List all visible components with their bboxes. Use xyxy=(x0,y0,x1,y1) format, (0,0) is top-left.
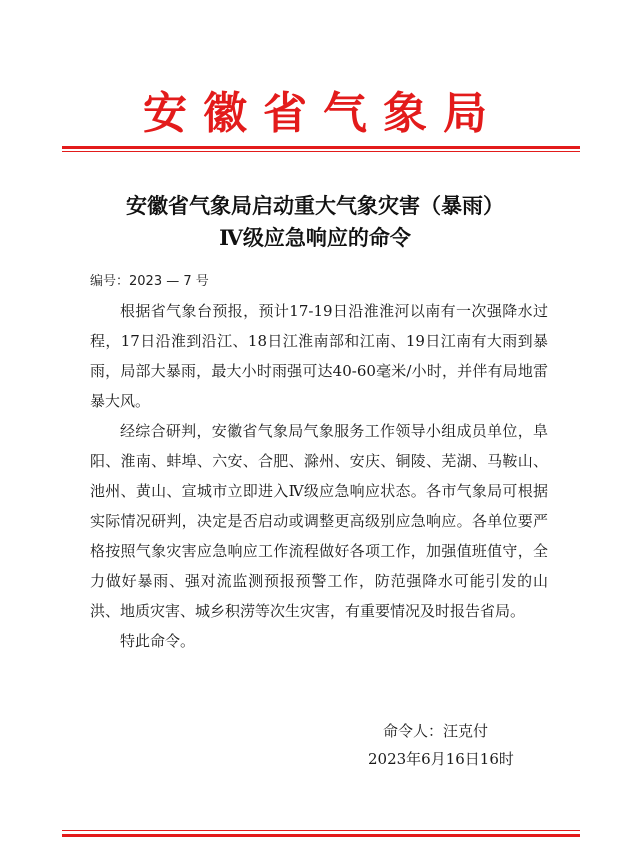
document-body xyxy=(90,296,548,656)
body-paragraph-response: 经综合研判，安徽省气象局气象服务工作领导小组成员单位，阜阳、淮南、蚌埠、六安、合肥、滁州、安庆、铜陵、芜湖、马鞍山、池州、黄山、宣城市立即进入Ⅳ级应急响应状态。各市气象局可根据实际情况研判，决定是否启动或调整更高级别应急响应。各单位要严格按照气象灾害应急响应工作流程做好各项工作，加强值班值守，全力做好暴雨、强对流监测预报预警工作，防范强降水可能引发的山洪、地质灾害、城乡积涝等次生灾害，有重要情况及时报告省局。 xyxy=(90,422,548,620)
body-paragraph-forecast: 根据省气象台预报，预计17-19日沿淮淮河以南有一次强降水过程，17日沿淮到沿江、18日江淮南部和江南、19日江南有大雨到暴雨，局部大暴雨，最大小时雨强可达40-60毫米/小时，并伴有局地雷暴大风。 xyxy=(90,302,548,410)
footer-red-rule xyxy=(62,834,580,837)
masthead-title: 安徽省气象局 xyxy=(143,88,503,139)
signature-datetime: 2023年6月16日16时 xyxy=(368,750,514,768)
document-title-line-1: 安徽省气象局启动重大气象灾害（暴雨） xyxy=(126,193,504,218)
signature-issuer: 命令人：汪克付 xyxy=(383,722,489,740)
masthead-red-rule xyxy=(62,146,580,149)
document-number: 编号：2023 — 7 号 xyxy=(90,274,209,289)
body-paragraph-closing: 特此命令。 xyxy=(120,632,196,650)
document-title-line-2: Ⅳ级应急响应的命令 xyxy=(219,225,411,250)
masthead-red-rule-thin xyxy=(62,151,580,152)
footer-red-rule-thin xyxy=(62,830,580,831)
